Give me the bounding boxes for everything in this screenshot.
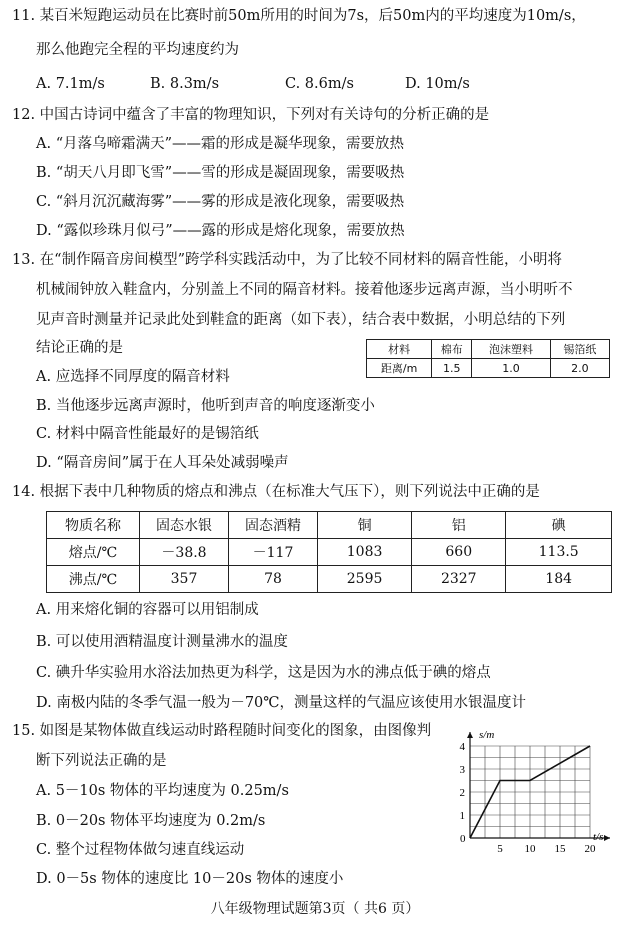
q14-stem: 14. 根据下表中几种物质的熔点和沸点（在标准大气压下），则下列说法中正确的是 (12, 484, 540, 500)
page-footer: 八年级物理试题第3页（ 共6 页） (210, 901, 420, 917)
y-tick-label: 4 (459, 741, 465, 753)
q13-option-d[interactable]: D. “隔音房间”属于在人耳朵处减弱噪声 (36, 455, 289, 471)
axis-arrows (467, 732, 610, 841)
q12-option-c[interactable]: C. “斜月沉沉藏海雾”——雾的形成是液化现象，需要吸热 (36, 194, 405, 210)
x-tick-label: 5 (497, 843, 503, 855)
q15-option-d[interactable]: D. 0－5s 物体的速度比 10－20s 物体的速度小 (36, 871, 344, 887)
x-tick-label: 15 (554, 843, 566, 855)
q14-table-cell: －38.8 (140, 539, 229, 566)
q11-option-a[interactable]: A. 7.1m/s (36, 76, 105, 92)
q11-stem-line1: 11. 某百米短跑运动员在比赛时前50m所用的时间为7s，后50m内的平均速度为10m/s， (12, 8, 586, 24)
q14-table-header-cell: 铜 (318, 512, 412, 539)
q14-table-cell: 熔点/℃ (47, 539, 140, 566)
q11-option-c[interactable]: C. 8.6m/s (285, 76, 354, 92)
q13-stem-line1: 13. 在“制作隔音房间模型”跨学科实践活动中，为了比较不同材料的隔音性能，小明将 (12, 252, 562, 268)
origin-label: 0 (460, 833, 466, 845)
q12-option-d[interactable]: D. “露似珍珠月似弓”——露的形成是熔化现象，需要放热 (36, 223, 405, 239)
q12-stem: 12. 中国古诗词中蕴含了丰富的物理知识，下列对有关诗句的分析正确的是 (12, 107, 490, 123)
q14-option-d[interactable]: D. 南极内陆的冬季气温一般为－70℃，测量这样的气温应该使用水银温度计 (36, 695, 526, 711)
q13-stem-line3: 见声音时测量并记录此处到鞋盒的距离（如下表），结合表中数据，小明总结的下列 (36, 312, 566, 328)
q15-option-b[interactable]: B. 0－20s 物体平均速度为 0.2m/s (36, 813, 266, 829)
q13-table-cell: 1.0 (472, 359, 550, 378)
q13-table (366, 339, 610, 378)
q14-table-header-cell: 碘 (506, 512, 612, 539)
q11-stem-line2: 那么他跑完全程的平均速度约为 (36, 42, 239, 58)
q13-option-a[interactable]: A. 应选择不同厚度的隔音材料 (36, 369, 230, 385)
q13-option-b[interactable]: B. 当他逐步远离声源时，他听到声音的响度逐渐变小 (36, 398, 375, 414)
x-axis-label: t/s (593, 831, 604, 843)
q13-table-cell: 距离/m (367, 359, 432, 378)
q14-table-cell: 1083 (318, 539, 412, 566)
x-tick-label: 10 (524, 843, 536, 855)
q14-table-cell: 357 (140, 566, 229, 593)
q14-table-header-cell: 固态酒精 (229, 512, 318, 539)
q14-table-header-cell: 铝 (412, 512, 506, 539)
q13-table-cell: 2.0 (550, 359, 609, 378)
distance-time-graph (450, 730, 615, 860)
q13-stem-line4: 结论正确的是 (36, 340, 123, 356)
q13-table-header-cell: 棉布 (432, 340, 472, 359)
q13-stem-line2: 机械闹钟放入鞋盒内，分别盖上不同的隔音材料。接着他逐步远离声源，当小明听不 (36, 282, 573, 298)
y-tick-label: 2 (459, 787, 465, 799)
q14-table-cell: 2327 (412, 566, 506, 593)
q12-option-a[interactable]: A. “月落乌啼霜满天”——霜的形成是凝华现象，需要放热 (36, 136, 405, 152)
q13-table-header-cell: 泡沫塑料 (472, 340, 550, 359)
q14-option-b[interactable]: B. 可以使用酒精温度计测量沸水的温度 (36, 634, 288, 650)
q14-table-cell: 184 (506, 566, 612, 593)
q14-option-a[interactable]: A. 用来熔化铜的容器可以用铝制成 (36, 602, 259, 618)
graph-axes (467, 732, 610, 841)
q11-option-b[interactable]: B. 8.3m/s (150, 76, 220, 92)
q14-table-cell: 660 (412, 539, 506, 566)
y-axis-label: s/m (479, 730, 495, 741)
q15-stem-line2: 断下列说法正确的是 (36, 753, 167, 769)
q14-table-cell: 2595 (318, 566, 412, 593)
q14-table-cell: 沸点/℃ (47, 566, 140, 593)
q14-table-header-cell: 固态水银 (140, 512, 229, 539)
graph-grid (470, 746, 590, 838)
q14-table-header-cell: 物质名称 (47, 512, 140, 539)
q11-option-d[interactable]: D. 10m/s (405, 76, 470, 92)
q14-table-cell: 113.5 (506, 539, 612, 566)
q14-table (46, 511, 612, 593)
q13-option-c[interactable]: C. 材料中隔音性能最好的是锡箔纸 (36, 426, 259, 442)
y-tick-label: 3 (459, 764, 465, 776)
y-tick-label: 1 (459, 810, 465, 822)
q13-table-header-cell: 材料 (367, 340, 432, 359)
q14-option-c[interactable]: C. 碘升华实验用水浴法加热更为科学，这是因为水的沸点低于碘的熔点 (36, 665, 491, 681)
q15-stem-line1: 15. 如图是某物体做直线运动时路程随时间变化的图象，由图像判 (12, 723, 432, 739)
q13-table-header-cell: 锡箔纸 (550, 340, 609, 359)
x-tick-label: 20 (584, 843, 596, 855)
q15-option-a[interactable]: A. 5－10s 物体的平均速度为 0.25m/s (36, 783, 289, 799)
q12-option-b[interactable]: B. “胡天八月即飞雪”——雪的形成是凝固现象，需要吸热 (36, 165, 405, 181)
q14-table-cell: －117 (229, 539, 318, 566)
q15-option-c[interactable]: C. 整个过程物体做匀速直线运动 (36, 842, 245, 858)
q13-table-cell: 1.5 (432, 359, 472, 378)
q14-table-cell: 78 (229, 566, 318, 593)
